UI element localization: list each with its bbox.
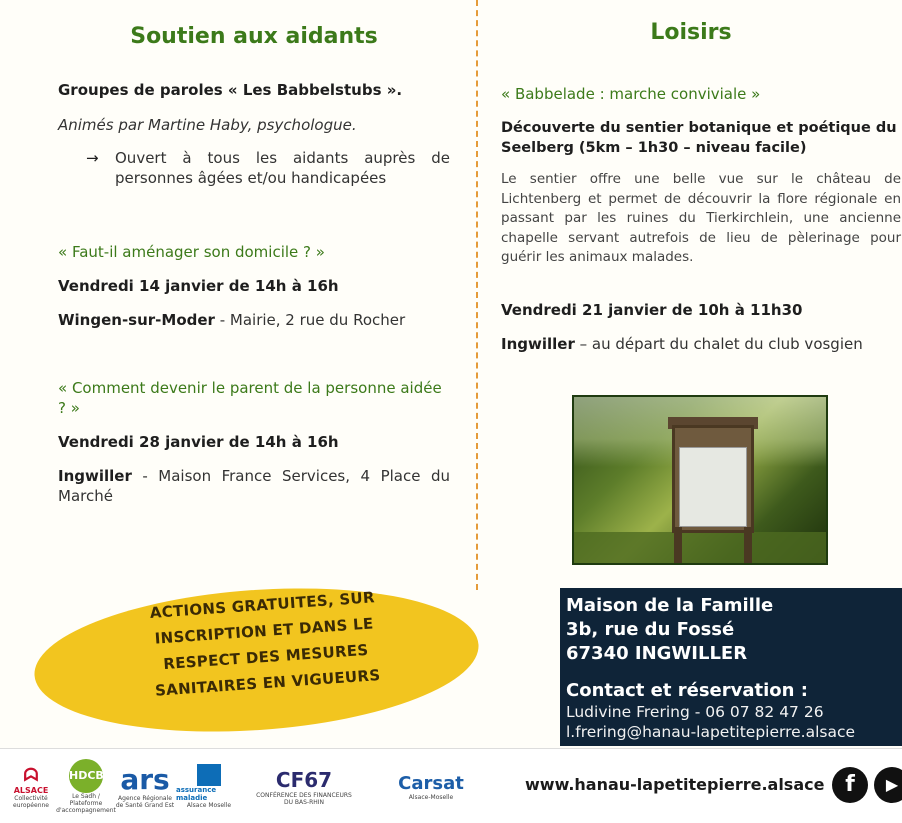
topic-1: « Faut-il aménager son domicile ? » xyxy=(58,243,325,261)
contact-email[interactable]: l.frering@hanau-lapetitepierre.alsace xyxy=(566,723,856,741)
contact-title: Contact et réservation : xyxy=(566,680,808,701)
discovery-text: Découverte du sentier botanique et poétique du Seelberg (5km – 1h30 – niveau facile) xyxy=(501,120,897,156)
facebook-icon[interactable]: f xyxy=(832,767,868,803)
walk-description: Le sentier offre une belle vue sur le château de Lichtenberg et permet de découvrir la flore régionale en passant par les ruines du Tierkirchlein, une ancienne chapelle servant autrefois de lieu de pèlerinage pour guérir les animaux malades. xyxy=(501,171,901,265)
footer xyxy=(0,748,902,823)
contact-person: Ludivine Frering - 06 07 82 47 26 xyxy=(566,703,824,721)
hdcb-logo: HDCB Le Sadh / Plateforme d'accompagnement xyxy=(62,749,110,823)
place-1-rest: - Mairie, 2 rue du Rocher xyxy=(214,311,406,329)
date-1: Vendredi 14 janvier de 14h à 16h xyxy=(58,277,339,295)
group-title: Groupes de paroles « Les Babbelstubs ». xyxy=(58,81,403,99)
place-2-town: Ingwiller xyxy=(58,467,132,485)
date-2: Vendredi 28 janvier de 14h à 16h xyxy=(58,433,339,451)
place-1 xyxy=(58,310,450,330)
walk-place-rest: – au départ du chalet du club vosgien xyxy=(574,335,863,353)
walk-place xyxy=(501,334,901,354)
event-title: « Babbelade : marche conviviale » xyxy=(501,85,761,103)
assurance-maladie-icon xyxy=(197,764,221,786)
city: 67340 INGWILLER xyxy=(566,643,748,664)
section-title-soutien: Soutien aux aidants xyxy=(130,24,378,49)
section-title-loisirs: Loisirs xyxy=(650,20,732,45)
open-to-text: Ouvert à tous les aidants auprès de personnes âgées et/ou handicapées xyxy=(115,149,450,187)
column-divider xyxy=(476,0,478,590)
youtube-icon[interactable]: ▶ xyxy=(874,767,902,803)
walk-place-town: Ingwiller xyxy=(501,335,575,353)
walk-date: Vendredi 21 janvier de 10h à 11h30 xyxy=(501,301,803,319)
alsace-mark-icon: ᗣ xyxy=(23,764,39,786)
carsat-logo: Carsat Alsace-Moselle xyxy=(398,772,464,801)
open-to-item xyxy=(58,148,450,188)
org-name: Maison de la Famille xyxy=(566,595,774,616)
animator-line: Animés par Martine Haby, psychologue. xyxy=(58,116,357,134)
alsace-logo: ᗣ ALSACE Collectivité européenne xyxy=(13,764,49,809)
assurance-maladie-logo: assurance maladie Alsace Moselle xyxy=(176,749,242,823)
topic-2: « Comment devenir le parent de la personne aidée ? » xyxy=(58,379,442,417)
notice-text: ACTIONS GRATUITES, SUR INSCRIPTION ET DANS LE RESPECT DES MESURES SANITAIRES EN VIGUEURS xyxy=(149,588,381,700)
contact-box xyxy=(560,588,902,746)
address-block xyxy=(566,594,773,666)
street: 3b, rue du Fossé xyxy=(566,619,735,640)
place-1-town: Wingen-sur-Moder xyxy=(58,311,215,329)
place-2 xyxy=(58,466,450,506)
website-link[interactable]: www.hanau-lapetitepierre.alsace xyxy=(525,775,825,794)
cf67-logo: CF67 CONFÉRENCE DES FINANCEURS DU BAS-RHIN xyxy=(256,767,352,806)
trail-sign-photo xyxy=(572,395,828,565)
ars-logo: ars Agence Régionale de Santé Grand Est xyxy=(115,762,175,809)
place-2-rest: - Maison France Services, 4 Place du Marché xyxy=(58,467,450,505)
arrow-icon: → xyxy=(86,149,99,167)
